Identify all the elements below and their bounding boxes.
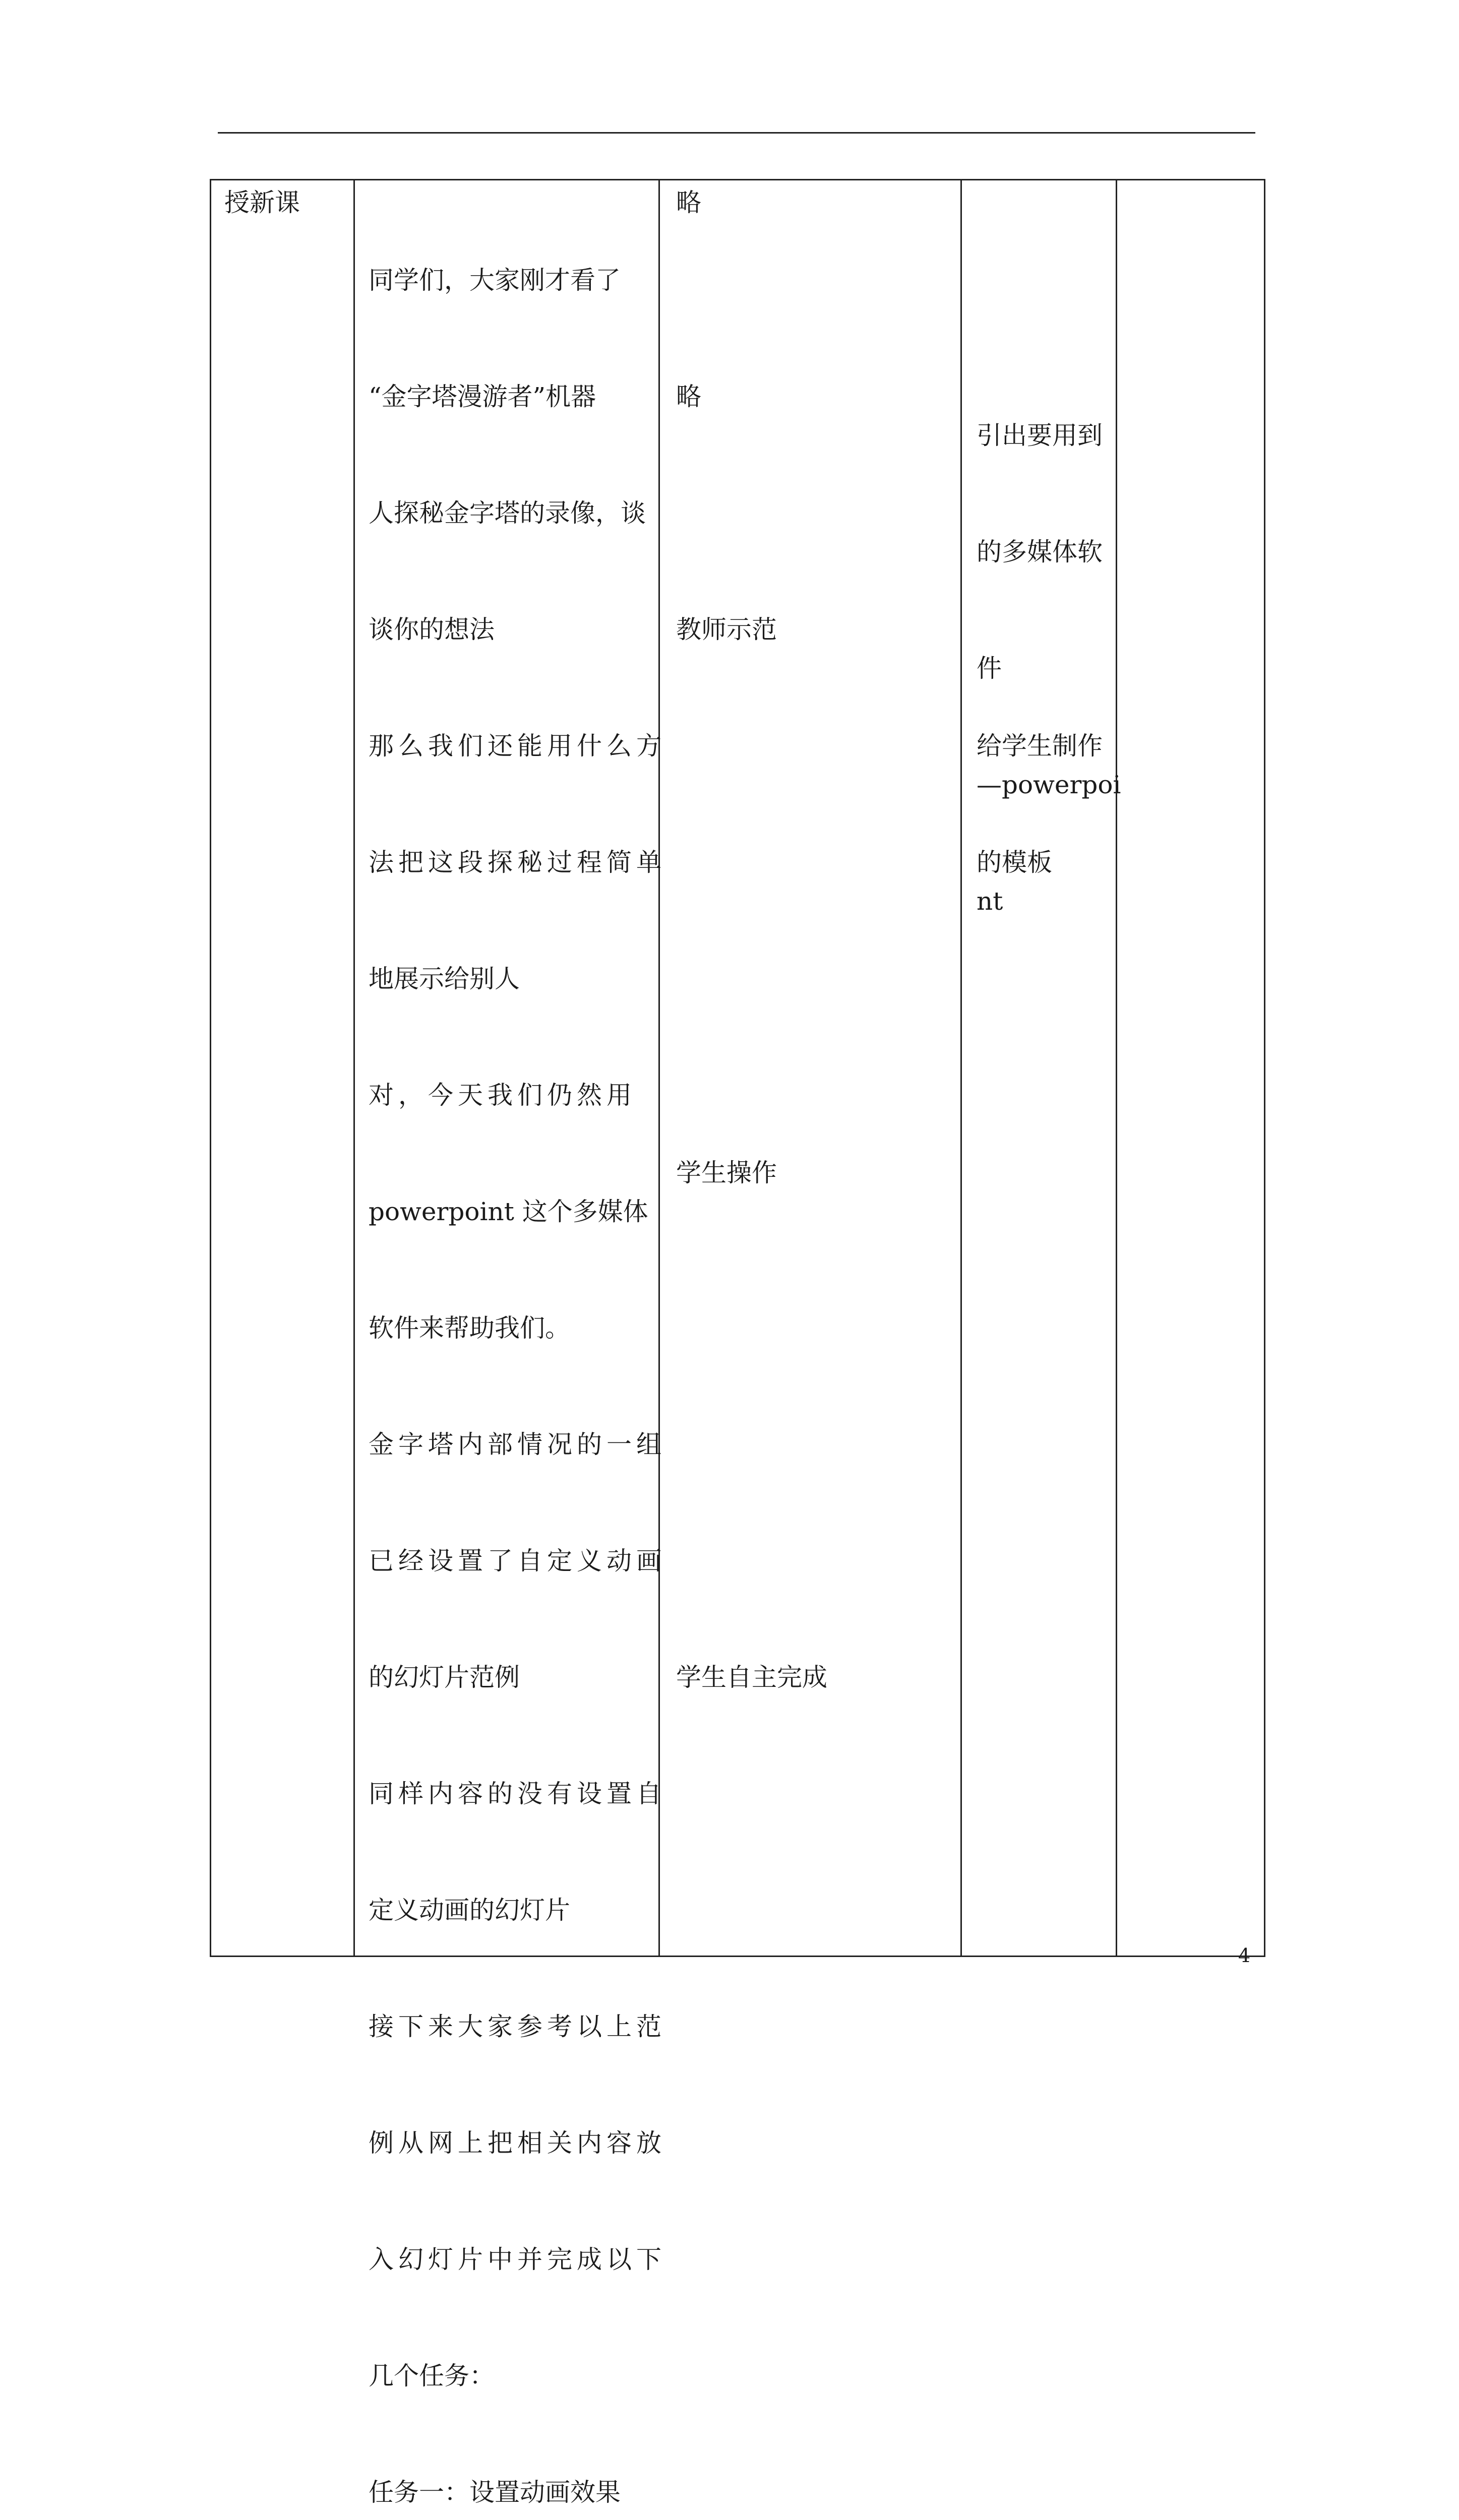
page-number: 4 [1238, 1944, 1251, 1967]
content-line: 地展示给别人 [369, 964, 520, 993]
lesson-plan-table [210, 179, 1265, 2507]
student-activity-text: 略 [676, 188, 701, 217]
design-intent-line: —powerpoi [977, 770, 1121, 799]
content-line: 法把这段探秘过程简单 [369, 848, 666, 877]
design-intent-line: 给学生制作 [977, 731, 1103, 761]
content-line: 谈你的想法 [369, 615, 495, 644]
design-intent-line: 的模板 [977, 848, 1052, 877]
student-activity-text: 学生自主完成 [676, 1663, 827, 1692]
content-line: 任务一：设置动画效果 [369, 2478, 621, 2507]
design-intent-block [977, 649, 1121, 960]
content-line: 已经设置了自定义动画 [369, 1546, 666, 1576]
design-intent-line: nt [977, 887, 1003, 916]
content-line: 定义动画的幻灯片 [369, 1896, 570, 1925]
content-line: 入幻灯片中并完成以下 [369, 2245, 666, 2274]
content-line: 几个任务： [369, 2361, 495, 2390]
student-activity-text: 学生操作 [676, 1158, 777, 1187]
content-line: 人探秘金字塔的录像，谈 [369, 498, 646, 528]
content-line: 同学们，大家刚才看了 [369, 266, 621, 295]
column-divider [960, 180, 962, 1956]
student-activity-text: 略 [676, 382, 701, 411]
column-divider [658, 180, 660, 1956]
content-line: 软件来帮助我们。 [369, 1313, 570, 1343]
content-line: 同样内容的没有设置自 [369, 1779, 666, 1808]
content-line: 接下来大家参考以上范 [369, 2012, 666, 2041]
column-divider [1116, 180, 1117, 1956]
content-line: 例从网上把相关内容放 [369, 2128, 666, 2158]
student-activity-text: 教师示范 [676, 615, 777, 644]
design-intent-line: 引出要用到 [977, 421, 1103, 450]
content-line: 那么我们还能用什么方 [369, 731, 666, 761]
content-line: 对，今天我们仍然用 [369, 1081, 636, 1110]
content-line: powerpoint 这个多媒体 [369, 1197, 648, 1226]
design-intent-line: 件 [977, 654, 1002, 683]
design-intent-line: 的多媒体软 [977, 537, 1103, 566]
content-line: 的幻灯片范例 [369, 1663, 520, 1692]
column-divider [353, 180, 355, 1956]
header-rule [218, 132, 1255, 134]
content-line: 金字塔内部情况的一组 [369, 1430, 666, 1459]
content-line: “金字塔漫游者”机器 [369, 382, 596, 411]
teaching-content-cell [369, 183, 666, 2520]
teaching-stage-cell: 授新课 [224, 188, 300, 217]
